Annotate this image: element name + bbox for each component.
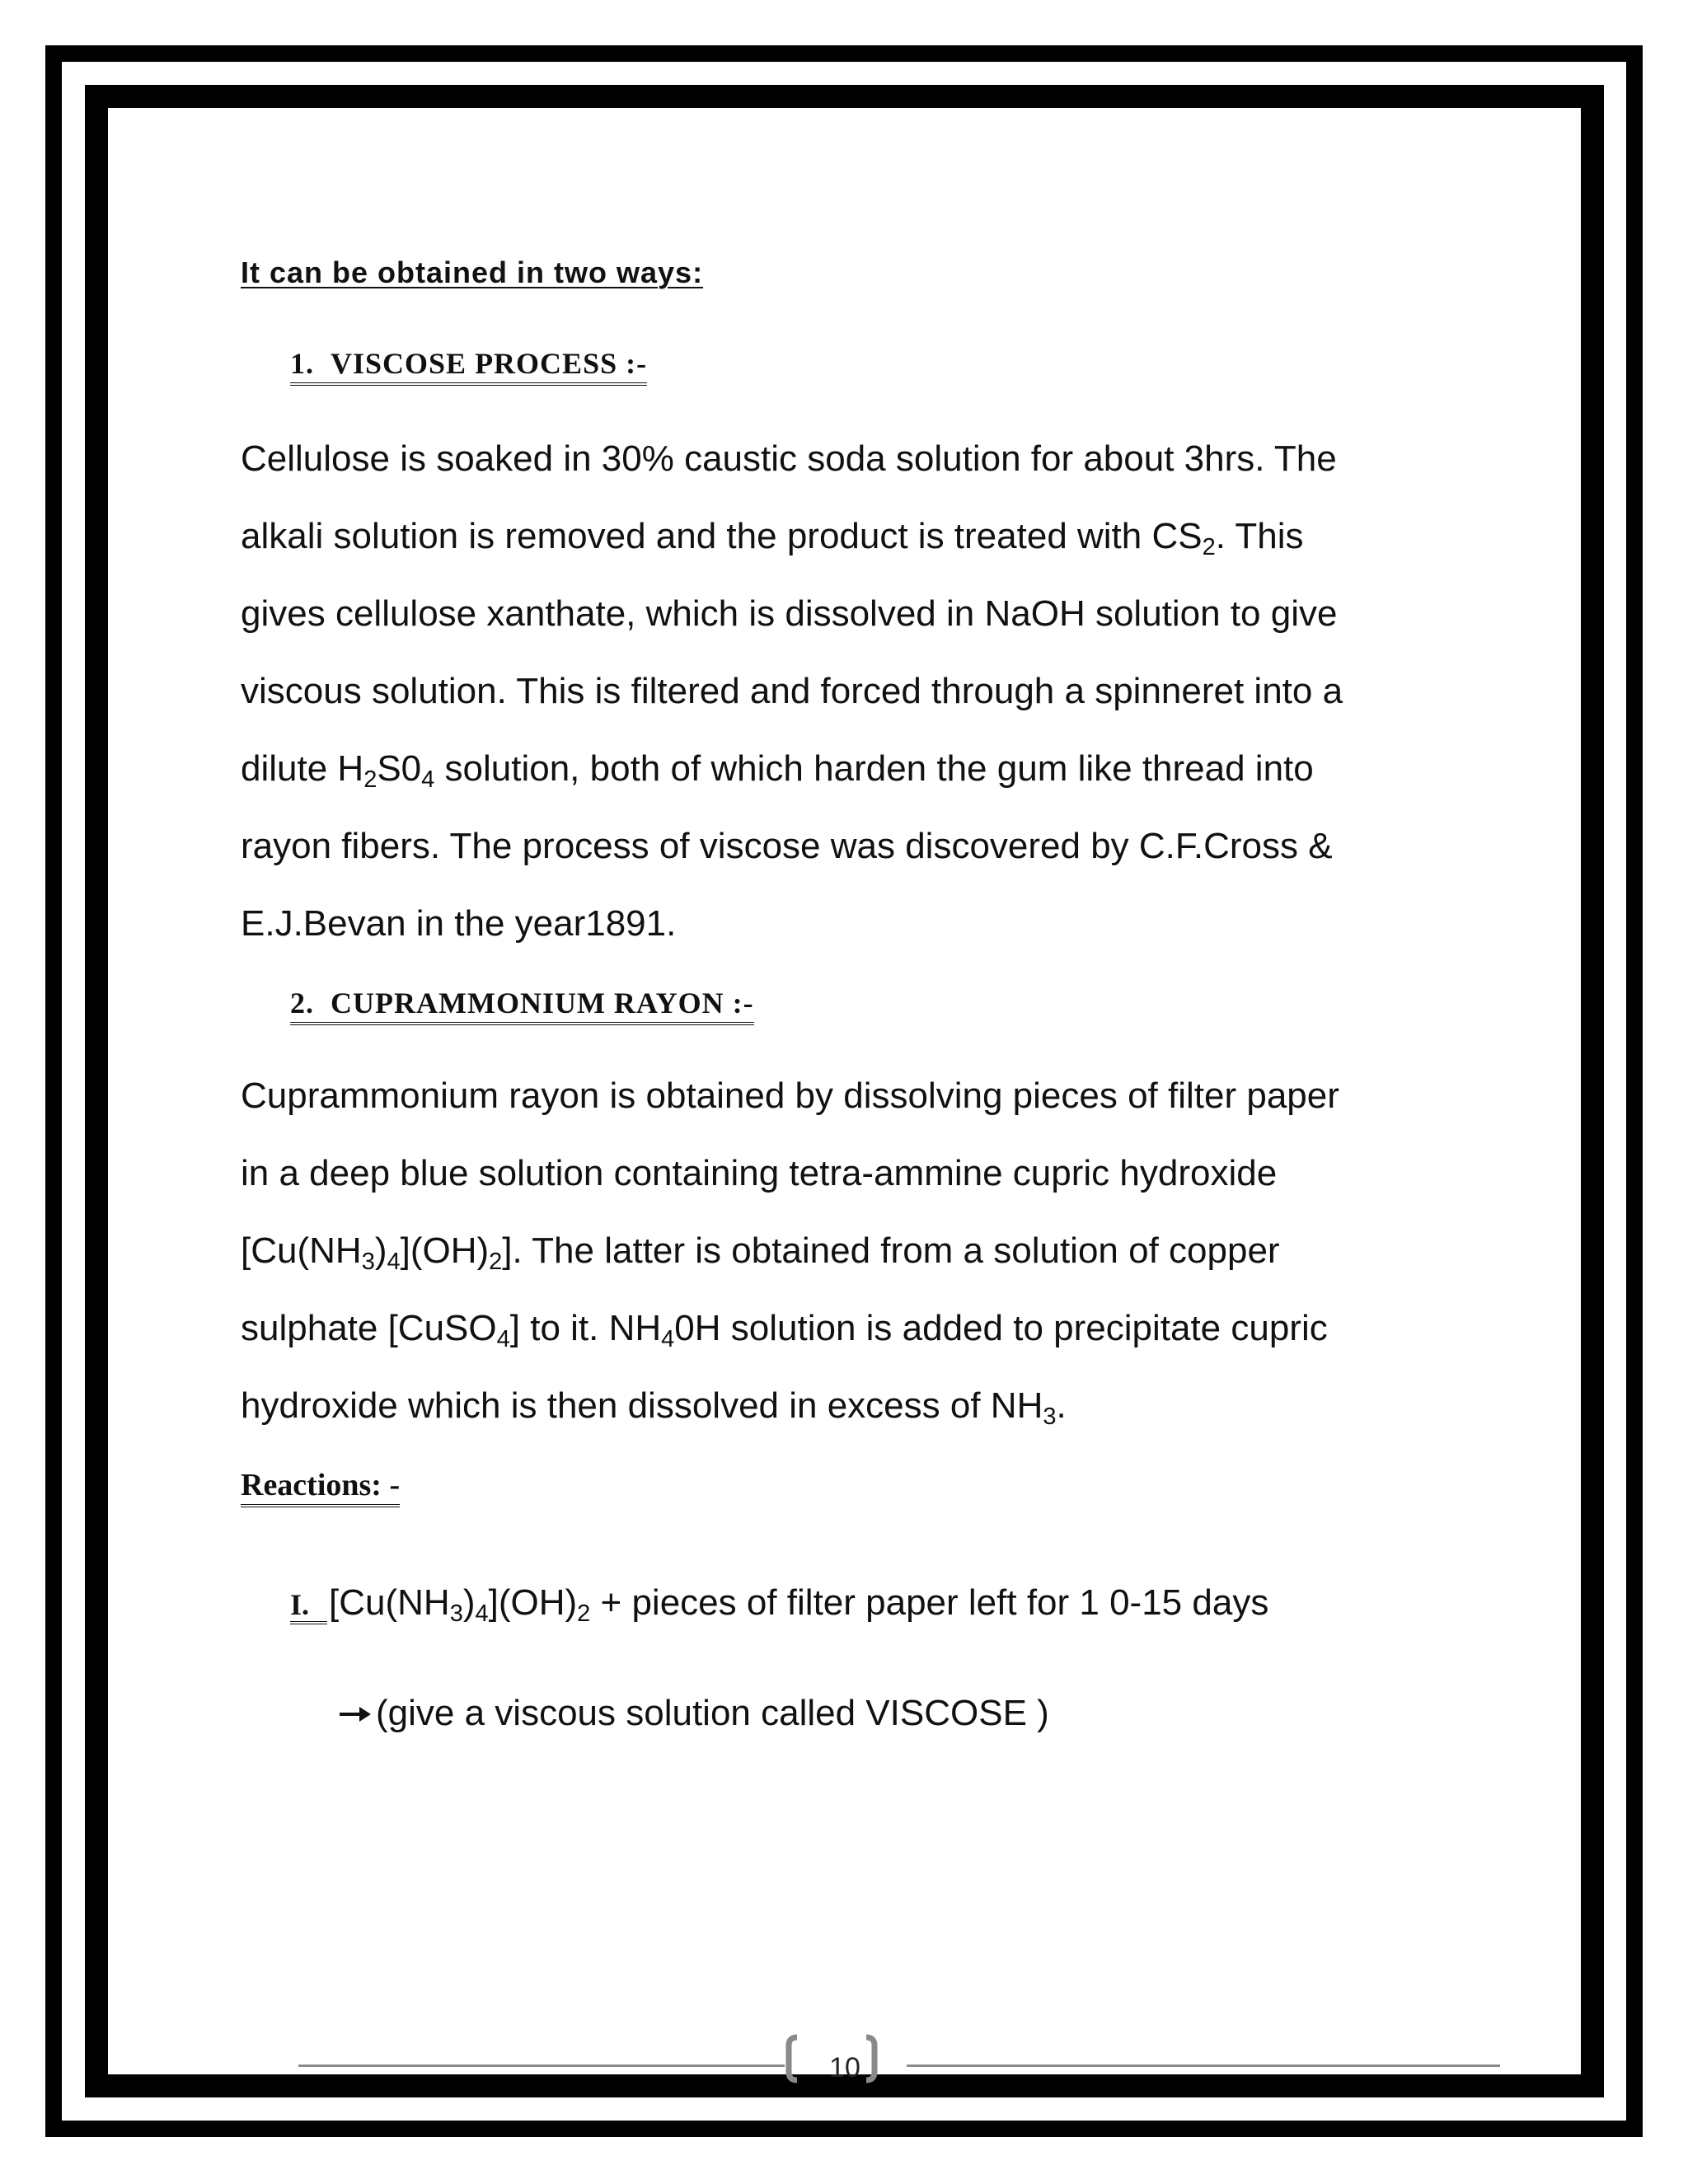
subscript: 4	[496, 1326, 510, 1352]
paragraph-line: viscous solution. This is filtered and forced through a spinneret into a	[241, 671, 1343, 711]
reaction-equation	[290, 1582, 1269, 1627]
paragraph-line: alkali solution is removed and the product is treated with $CS_2$. This	[241, 516, 1304, 560]
paragraph-line: Cuprammonium rayon is obtained by dissolving pieces of filter paper	[241, 1076, 1339, 1116]
subscript: 2	[489, 1249, 503, 1275]
section-title: CUPRAMMONIUM RAYON :-	[331, 987, 754, 1019]
subscript: 2	[577, 1601, 591, 1627]
paragraph-line: Cellulose is soaked in 30% caustic soda solution for about 3hrs. The	[241, 438, 1337, 479]
subscript: 3	[449, 1601, 463, 1627]
paragraph-line: E.J.Bevan in the year1891.	[241, 903, 677, 944]
reaction-numeral: I.	[290, 1588, 327, 1624]
section-heading-viscose	[290, 346, 647, 386]
footer-rule-right	[907, 2064, 1500, 2067]
subscript: 4	[387, 1249, 401, 1275]
subscript: 4	[661, 1326, 675, 1352]
reaction-equation-text: $[Cu(NH_3)_4](OH)_2$ + pieces of filter paper left for 1 0-15 days	[329, 1582, 1269, 1627]
reactions-heading: Reactions: -	[241, 1467, 400, 1507]
paragraph-line: dilute $H_2S0_4$ solution, both of which harden the gum like thread into	[241, 748, 1314, 793]
section-number: 2.	[290, 987, 314, 1019]
paragraph-line: gives cellulose xanthate, which is dissolved in NaOH solution to give	[241, 593, 1338, 634]
subscript: 2	[1202, 534, 1216, 560]
paragraph-line: rayon fibers. The process of viscose was discovered by C.F.Cross &	[241, 826, 1333, 866]
subscript: 2	[363, 766, 377, 793]
subscript: 4	[475, 1601, 489, 1627]
paragraph-line: hydroxide which is then dissolved in excess of $NH_3$.	[241, 1385, 1067, 1430]
section-number: 1.	[290, 347, 314, 380]
viscose-paragraph	[241, 420, 1444, 963]
section-heading-cuprammonium	[290, 986, 754, 1025]
subscript: 3	[1043, 1404, 1057, 1430]
subscript: 3	[361, 1249, 375, 1275]
reaction-result-text: (give a viscous solution called VISCOSE )	[376, 1693, 1049, 1733]
reaction-result	[338, 1693, 1049, 1734]
page-number: 10	[829, 2052, 860, 2083]
footer-rule-left	[298, 2064, 785, 2067]
paragraph-line: $[Cu(NH_3)_4](OH)_2$]. The latter is obtained from a solution of copper	[241, 1230, 1280, 1275]
paragraph-line: in a deep blue solution containing tetra-ammine cupric hydroxide	[241, 1153, 1278, 1193]
paragraph-line: sulphate [CuSO$_4$] to it. $NH_40H$ solution is added to precipitate cupric	[241, 1308, 1328, 1352]
cuprammonium-paragraph	[241, 1057, 1444, 1445]
section-title: VISCOSE PROCESS :-	[331, 347, 648, 380]
right-arrow-icon	[338, 1693, 373, 1734]
intro-heading: It can be obtained in two ways:	[241, 255, 704, 289]
subscript: 4	[421, 766, 435, 793]
